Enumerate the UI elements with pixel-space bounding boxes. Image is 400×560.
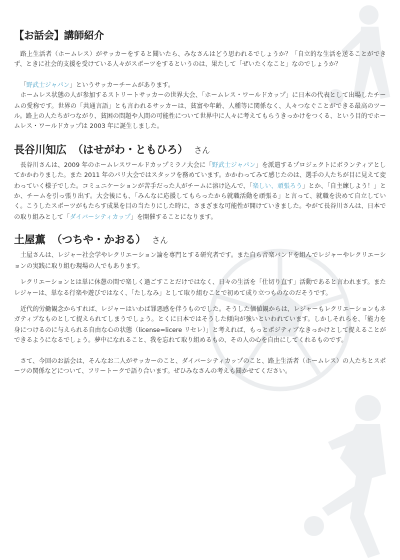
speaker-1-highlight-quote: 楽しい、頑張ろう — [252, 182, 303, 190]
intro-paragraph-3: ホームレス状態の人が参加するストリートサッカーの世界大会、「ホームレス・ワールドカップ」に日本の代表として出場したチームの愛称です。世界の「共通言語」とも言われるサッカーは、貧富や年齢、人種等に関係なく、人々つなぐことができる最高のツール。路上の人たちがつながり、貧困の問題や人間の可能性について世界中に人々に考えてもらうきっかけをつくる、という目的でホームレス・ワールドカップは 2003 年に誕生しました。 — [14, 92, 386, 131]
speaker-1-heading — [14, 143, 386, 158]
team-name-highlight: 野武士ジャパン — [26, 81, 70, 89]
speaker-1-paragraph — [14, 161, 386, 223]
speaker-2-reading: （つちや・かおる） — [51, 234, 146, 247]
speaker-1-text-c: 」とか、「自主練しよう！」とか、チームを引っ張り出す。大会後にも、「みんなに応援してもらったから就職活動を頑張る」と言って、就職を決めて自立していく。こうしたスポーツがもたらす成果を目の当たりにした時に、さまざまな可能性が開けていきました。やがて長谷川さんは、日本での取り組みとして「 — [14, 182, 387, 221]
document-body — [14, 30, 386, 377]
speaker-2-paragraph-2: レクリエーションとは単に休憩の間で楽しく過ごすことだけではなく、日々の生活を「仕切り直す」活動であると言われます。またレジャーは、単なる行楽や遊びではなく、「たしなみ」として取り組むことで初めて成り立つものなのだそうです。 — [14, 279, 386, 297]
speaker-2-name: 土屋薫 — [14, 234, 46, 247]
speaker-2-paragraph-1: 土屋さんは、レジャー社会学やレクリエーション論を専門とする研究者です。また自ら音楽バンドを組んでレジャーやレクリエーションの実践に取り組む現場の人でもあります。 — [14, 252, 386, 270]
speaker-1-text-a: 長谷川さんは、2009 年のホームレスワールドカップミラノ大会に「 — [20, 161, 212, 169]
intro-paragraph-1: 路上生活者（ホームレス）がサッカーをすると聞いたら、みなさんはどう思われるでしょうか？「自立的な生活を送ることができず、ときに社会的支援を受けている人々がスポーツをするというのは、果たして「ぜいたくなこと」なのでしょうか？ — [14, 51, 386, 69]
speaker-2-p3-text-a: 近代的労働観念からすれば、レジャーはいわば罪悪感を伴うものでした。そうした価値観からは、レジャーもレクリエーションもネガティブなものとして捉えられてしまうでしょう。とくに日本ではそうした傾向が強いといわれています。しかしそれらを、「能力を身につけるのに与えられる自由な心の状態（ — [14, 305, 386, 334]
section-title: 【お話会】講師紹介 — [14, 31, 104, 42]
kicking-player-watermark-icon — [300, 388, 400, 560]
speaker-1-suffix: さん — [194, 145, 210, 155]
speaker-1-text-d: 」を開催することになります。 — [130, 213, 217, 221]
speaker-2-heading — [14, 233, 386, 248]
speaker-1-highlight-cup: ダイバーシティカップ — [69, 213, 131, 221]
closing-paragraph: さて、今回のお話会は、そんなお二人がサッカーのこと、ダイバーシティカップのこと、路上生活者（ホームレス）の人たちとスポーツの関係などについて、フリートークで語り合います。ぜひみなさんの考えも聞かせてください。 — [14, 357, 386, 375]
speaker-2-suffix: さん — [152, 236, 168, 246]
speaker-1-reading: （はせがわ・ともひろ） — [72, 143, 188, 156]
speaker-1-text-b: 」を派遣するプロジェクトにボランティアとしてかかわりました。また 2011 年のパリ大会ではスタッフを務めています。かかわってみて感じたのは、選手の人たちが目に見えて変わっていく様子でした。コミュニケーションが苦手だった人がチームに溶け込んで、「 — [14, 161, 386, 190]
intro-paragraph-2 — [14, 81, 386, 91]
speaker-2-paragraph-3 — [14, 305, 386, 347]
speaker-1-highlight-team: 野武士ジャパン — [212, 161, 256, 169]
intro-p2-rest: 」というサッカーチームがあります。 — [69, 81, 175, 89]
speaker-2-p3-latin: license=licere リセレ — [138, 326, 203, 334]
speaker-1-name: 長谷川知広 — [14, 143, 67, 156]
intro-p2-open: 「 — [20, 81, 27, 89]
speaker-2-p3-text-b: ）」と考えれば、もっとポジティブなきっかけとして捉えることができるようになるでしょう。夢中になれること、我を忘れて取り組めるもの、その人の心を自由にしてくれるものです。 — [14, 326, 386, 345]
